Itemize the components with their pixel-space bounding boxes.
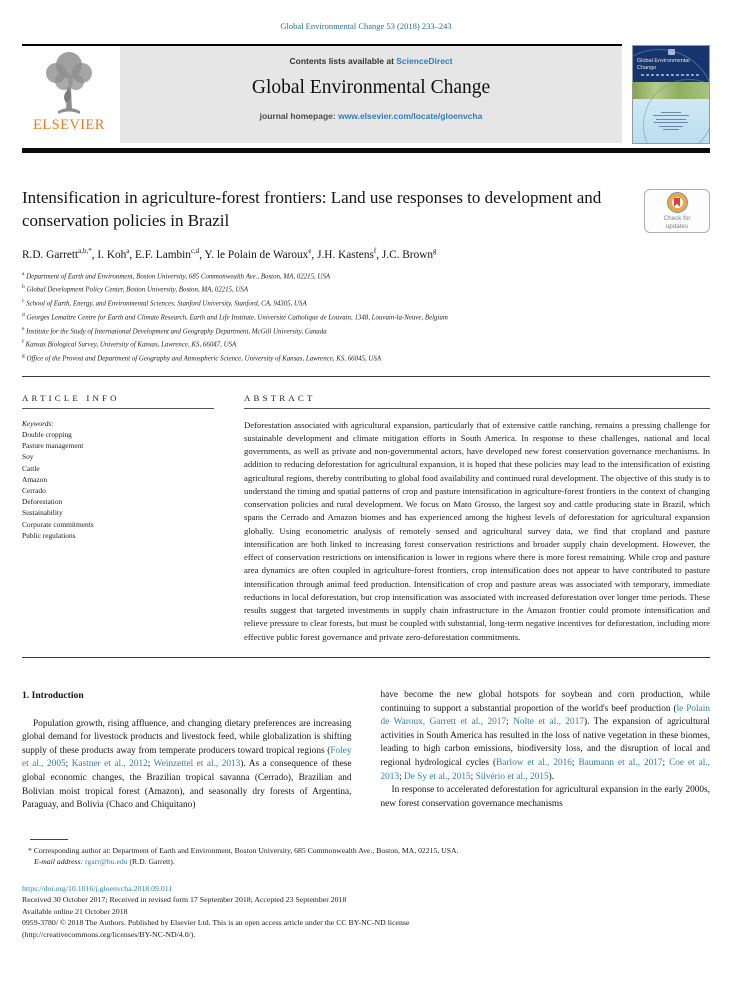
inline-link[interactable]: Foley et al., 2005 bbox=[22, 745, 352, 770]
text-segment: , J.H. Kastens bbox=[311, 248, 374, 261]
affiliation bbox=[22, 296, 710, 310]
affiliation bbox=[22, 282, 710, 296]
footnote-rule bbox=[30, 839, 68, 840]
publication-info bbox=[22, 883, 710, 940]
cover-text-decoration bbox=[650, 109, 692, 133]
superscript: f bbox=[22, 339, 24, 346]
article-info-heading: ARTICLE INFO bbox=[22, 392, 120, 403]
text-segment: In response to accelerated deforestation for agricultural expansion in the early 2000s, new forest conservation governance mechanisms bbox=[380, 785, 710, 809]
journal-banner bbox=[120, 46, 622, 143]
inline-link[interactable]: Nolte et al., 2017 bbox=[513, 717, 585, 728]
crossmark-icon bbox=[667, 192, 688, 213]
text-segment: ; bbox=[470, 771, 476, 782]
corresponding-author-footnote bbox=[22, 839, 710, 868]
text-segment: School of Earth, Energy, and Environmental Sciences, Stanford University, Stanford, CA, 94305, USA bbox=[24, 300, 307, 308]
affiliation-list bbox=[22, 269, 710, 365]
text-segment: , E.F. Lambin bbox=[129, 248, 191, 261]
superscript: g bbox=[433, 247, 437, 255]
article-info-column bbox=[22, 377, 214, 644]
superscript: c,d bbox=[190, 247, 200, 255]
available-online-line: Available online 21 October 2018 bbox=[22, 906, 128, 916]
text-segment: ; bbox=[147, 759, 154, 770]
inline-link[interactable]: Silvério et al., 2015 bbox=[475, 771, 549, 782]
affiliation bbox=[22, 337, 710, 351]
introduction-heading: 1. Introduction bbox=[22, 689, 84, 701]
superscript: c bbox=[22, 298, 25, 305]
text-segment: Institute for the Study of International Development and Geography Department, McGill University, Canada bbox=[24, 327, 327, 335]
intro-paragraph-continued bbox=[381, 689, 711, 784]
text-segment: Kansas Biological Survey, University of Kansas, Lawrence, KS, 66047, USA bbox=[23, 341, 237, 349]
intro-paragraph bbox=[22, 718, 352, 813]
superscript: a bbox=[22, 270, 25, 277]
superscript: a bbox=[126, 247, 130, 255]
superscript: b bbox=[22, 284, 25, 291]
homepage-line bbox=[120, 111, 622, 121]
inline-link[interactable]: Baumann et al., 2017 bbox=[578, 757, 663, 768]
elsevier-tree-icon bbox=[22, 49, 116, 119]
superscript: a,b,* bbox=[78, 247, 92, 255]
keyword: Amazon bbox=[22, 474, 48, 484]
masthead-divider-bar bbox=[22, 148, 710, 153]
abstract-text: Deforestation associated with agricultural expansion, particularly that of extensive cattle ranching, remains a pressing challenge for sustainable development and climate mitigation efforts in South America. In response to these challenges, national and local governments, as well as private and non-governmental actors, have developed new forest conservation governance mechanisms. In addition to reducing deforestation for agricultural expansion, it is hoped that these policies may lead to the intensification of existing agricultural regions, thereby contributing to global food availability and continued rural development. The objective of this study is to understand the timing and spatial patterns of crop and pasture intensification in agriculture-forest frontiers in the context of changing conservation policies and rural development. We focus on Mato Grosso, the largest soy and cattle producing state in Brazil, which spans the Cerrado and Amazon biomes and has experienced among the highest levels of deforestation for agricultural expansion globally. Using econometric analysis of remotely sensed and agricultural survey data, we find that cropland and pasture intensification are both linked to increasing forest conservation restrictions and broader supply chain development. However, the effect of conservation restrictions on intensification is lower in regions where there is more forest remaining. While crop and pasture area dynamics are often coupled in agriculture-forest frontiers, crop intensification does not appear to have contributed to pasture intensification through animal feed production. Intensification of crop and pasture areas was associated with temporary, immediate reductions in local deforestation, but crop intensification was associated with increased deforestation over longer time periods. These results suggest that targeted investments in supply chain infrastructure in the Amazon frontier could promote intensification and relieve pressure to clear forests, but must be coupled with substantial, long-term negative incentives for deforestation, including more effective public forest governance and private zero-deforestation commitments. bbox=[244, 419, 710, 642]
contents-line bbox=[120, 46, 622, 66]
homepage-prefix: journal homepage: bbox=[259, 111, 339, 121]
elsevier-wordmark: ELSEVIER bbox=[33, 117, 105, 133]
inline-link[interactable]: Kastner et al., 2012 bbox=[71, 759, 148, 770]
text-segment: Global Development Policy Center, Boston University, Boston, MA, 02215, USA bbox=[24, 286, 249, 294]
text-segment: Population growth, rising affluence, and changing dietary preferences are increasing global demand for livestock products and livestock feed, while globalization is shifting supply of these products away from temperate producers toward tropical regions ( bbox=[22, 718, 352, 756]
doi-link[interactable]: https://doi.org/10.1016/j.gloenvcha.2018.09.011 bbox=[22, 883, 173, 893]
keywords-block bbox=[22, 418, 214, 541]
keyword: Sustainability bbox=[22, 508, 63, 518]
article-title: Intensification in agriculture-forest frontiers: Land use responses to development and conservation policies in Brazil bbox=[22, 188, 602, 231]
inline-link[interactable]: Coe et al., 2013 bbox=[380, 757, 710, 782]
text-segment: have become the new global hotspots for soybean and corn production, while continuing to support a substantial proportion of the world's beef production ( bbox=[380, 689, 710, 714]
text-segment: ; bbox=[662, 757, 670, 768]
text-segment: ; bbox=[571, 757, 579, 768]
inline-link[interactable]: rgarr@bu.edu bbox=[84, 857, 128, 867]
sciencedirect-link[interactable]: ScienceDirect bbox=[396, 56, 453, 66]
text-segment: , J.C. Brown bbox=[376, 248, 434, 261]
keywords-label: Keywords: bbox=[22, 418, 54, 428]
text-segment: ; bbox=[65, 759, 72, 770]
section-divider bbox=[22, 657, 710, 658]
superscript: e bbox=[308, 247, 312, 255]
affiliation bbox=[22, 310, 710, 324]
keyword: Corporate commitments bbox=[22, 519, 94, 529]
keyword: Public regulations bbox=[22, 530, 76, 540]
superscript: g bbox=[22, 352, 25, 359]
superscript: f bbox=[373, 247, 377, 255]
text-segment: E-mail address: bbox=[34, 857, 85, 867]
check-badge-label: Check for updates bbox=[663, 214, 691, 230]
superscript: e bbox=[22, 325, 25, 332]
license-line: (http://creativecommons.org/licenses/BY-NC-ND/4.0/). bbox=[22, 929, 196, 939]
keyword: Pasture management bbox=[22, 441, 84, 451]
inline-link[interactable]: Barlow et al., 2016 bbox=[496, 757, 572, 768]
keyword: Deforestation bbox=[22, 497, 63, 507]
abstract-column bbox=[244, 377, 710, 644]
keyword: Double cropping bbox=[22, 429, 72, 439]
intro-left-column bbox=[22, 689, 352, 813]
text-segment: ; bbox=[506, 717, 514, 728]
text-segment: ). The expansion of agricultural activities in South America has resulted in the loss of native vegetation in these biomes, leading to high carbon emissions, biodiversity loss, and the disruption of local and regional hydrological cycles ( bbox=[380, 717, 710, 768]
article-info-rule bbox=[22, 408, 214, 409]
affiliation bbox=[22, 351, 710, 365]
text-segment: ). bbox=[548, 771, 555, 782]
text-segment: Georges Lemaître Centre for Earth and Climate Research, Earth and Life Institute, Université Catholique de Louvain, 1348, Louvain-la-Neuve, Belgium bbox=[24, 314, 448, 322]
text-segment: ; bbox=[399, 771, 405, 782]
inline-link[interactable]: De Sy et al., 2015 bbox=[404, 771, 471, 782]
email-line bbox=[22, 856, 710, 868]
contents-prefix: Contents lists available at bbox=[289, 56, 397, 66]
abstract-rule bbox=[244, 408, 710, 409]
author-list bbox=[22, 247, 710, 261]
journal-masthead bbox=[22, 44, 710, 144]
cover-globe-art bbox=[633, 99, 709, 144]
affiliation bbox=[22, 324, 710, 338]
keyword: Cattle bbox=[22, 463, 40, 473]
text-segment: R.D. Garrett bbox=[22, 248, 79, 261]
inline-link[interactable]: Weinzettel et al., 2013 bbox=[153, 759, 241, 770]
issn-copyright-line: 0959-3780/ © 2018 The Authors. Published by Elsevier Ltd. This is an open access article under the CC BY-NC-ND license bbox=[22, 918, 410, 928]
text-segment: ). As a consequence of these global economic changes, the Brazilian tropical savanna (Cerrado), Brazilian and Bolivian moist tropical forest (Amazon), and seasonally dry forests of Argentina, Paraguay, and Bolivia (Chaco and Chiquitano) bbox=[22, 759, 352, 811]
keyword: Soy bbox=[22, 452, 34, 462]
inline-link[interactable]: le Polain de Waroux, Garrett et al., 2017 bbox=[380, 703, 710, 728]
text-segment: Department of Earth and Environment, Boston University, 685 Commonwealth Ave., Boston, MA, 02215, USA bbox=[24, 273, 331, 281]
abstract-heading: ABSTRACT bbox=[244, 392, 316, 403]
text-segment: , Y. le Polain de Waroux bbox=[199, 248, 309, 261]
affiliation bbox=[22, 269, 710, 283]
intro-right-column bbox=[381, 689, 711, 813]
corresponding-author-line: * Corresponding author at: Department of Earth and Environment, Boston University, 685 Commonwealth Ave., Boston, MA, 02215, USA. bbox=[28, 845, 459, 855]
text-segment: Office of the Provost and Department of Geography and Atmospheric Science, University of Kansas, Lawrence, KS, 66045, USA bbox=[24, 355, 382, 363]
keyword: Cerrado bbox=[22, 485, 46, 495]
page-citation: Global Environmental Change 53 (2018) 233–243 bbox=[280, 21, 452, 31]
bookmark-icon bbox=[674, 198, 680, 207]
received-dates-line: Received 30 October 2017; Received in revised form 17 September 2018; Accepted 23 September 2018 bbox=[22, 895, 347, 905]
text-segment: (R.D. Garrett). bbox=[127, 857, 175, 867]
text-segment: , I. Koh bbox=[91, 248, 127, 261]
superscript: d bbox=[22, 311, 25, 318]
homepage-link[interactable]: www.elsevier.com/locate/gloenvcha bbox=[338, 111, 483, 121]
elsevier-logo[interactable] bbox=[22, 49, 116, 143]
check-for-updates-badge[interactable] bbox=[644, 189, 710, 233]
intro-paragraph bbox=[381, 784, 711, 811]
journal-title: Global Environmental Change bbox=[251, 77, 491, 98]
journal-cover-thumbnail[interactable] bbox=[632, 45, 710, 144]
